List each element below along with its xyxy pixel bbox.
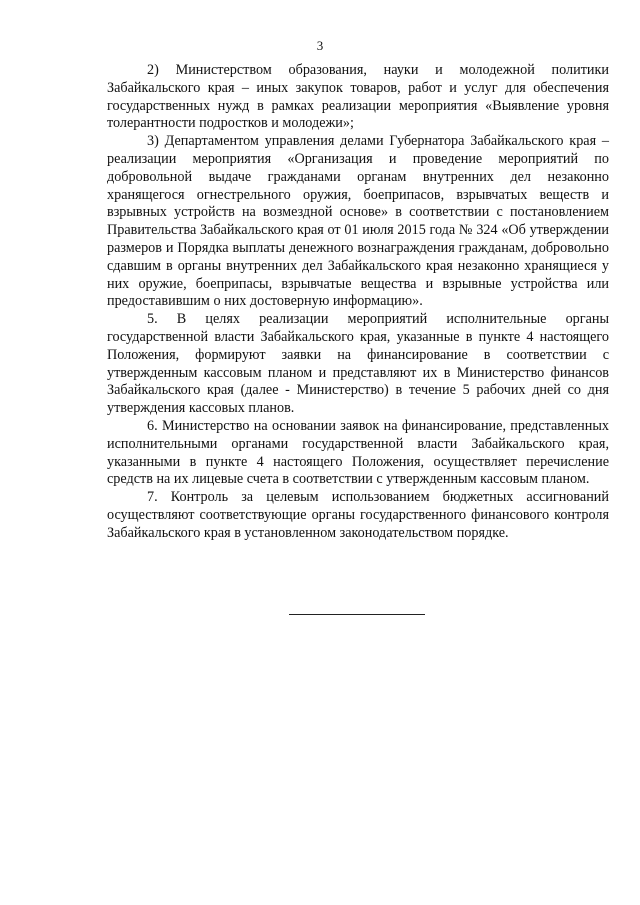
- page-number: 3: [316, 38, 324, 53]
- paragraph-5-funding-requests: 5. В целях реализации мероприятий исполнительные органы государственной власти Забайкальского края, указанные в пункте 4 настоящего Положения, формируют заявки на финансирование в соответствии с утвержденным кассовым планом и представляют их в Министерство финансов Забайкальского края (далее - Министерство) в течение 5 рабочих дней со дня утверждения кассовых планов.: [107, 311, 609, 417]
- paragraph-3-department-governor: 3) Департаментом управления делами Губернатора Забайкальского края – реализации мероприятия «Организация и проведение мероприятий по добровольной выдаче гражданами органам внутренних дел незаконно хранящегося огнестрельного оружия, боеприпасов, взрывчатых веществ и взрывных устройств на возмездной основе» в соответствии с постановлением Правительства Забайкальского края от 01 июля 2015 года № 324 «Об утверждении размеров и Порядка выплаты денежного вознаграждения гражданам, добровольно сдавшим в органы внутренних дел Забайкальского края незаконно хранящиеся у них оружие, боеприпасы, взрывчатые вещества и взрывные устройства или предоставившим о них достоверную информацию».: [107, 133, 609, 310]
- document-body: [107, 62, 609, 543]
- paragraph-6-fund-transfer: 6. Министерство на основании заявок на финансирование, представленных исполнительными органами государственной власти Забайкальского края, указанными в пункте 4 настоящего Положения, осуществляет перечисление средств на их лицевые счета в соответствии с утвержденным кассовым планом.: [107, 417, 609, 488]
- paragraph-7-control: 7. Контроль за целевым использованием бюджетных ассигнований осуществляют соответствующие органы государственного финансового контроля Забайкальского края в установленном законодательством порядке.: [107, 489, 609, 541]
- end-divider-line: [289, 614, 425, 615]
- paragraph-2-ministry-education: 2) Министерством образования, науки и молодежной политики Забайкальского края – иных закупок товаров, работ и услуг для обеспечения государственных нужд в рамках реализации мероприятия «Выявление уровня толерантности подростков и молодежи»;: [107, 62, 609, 132]
